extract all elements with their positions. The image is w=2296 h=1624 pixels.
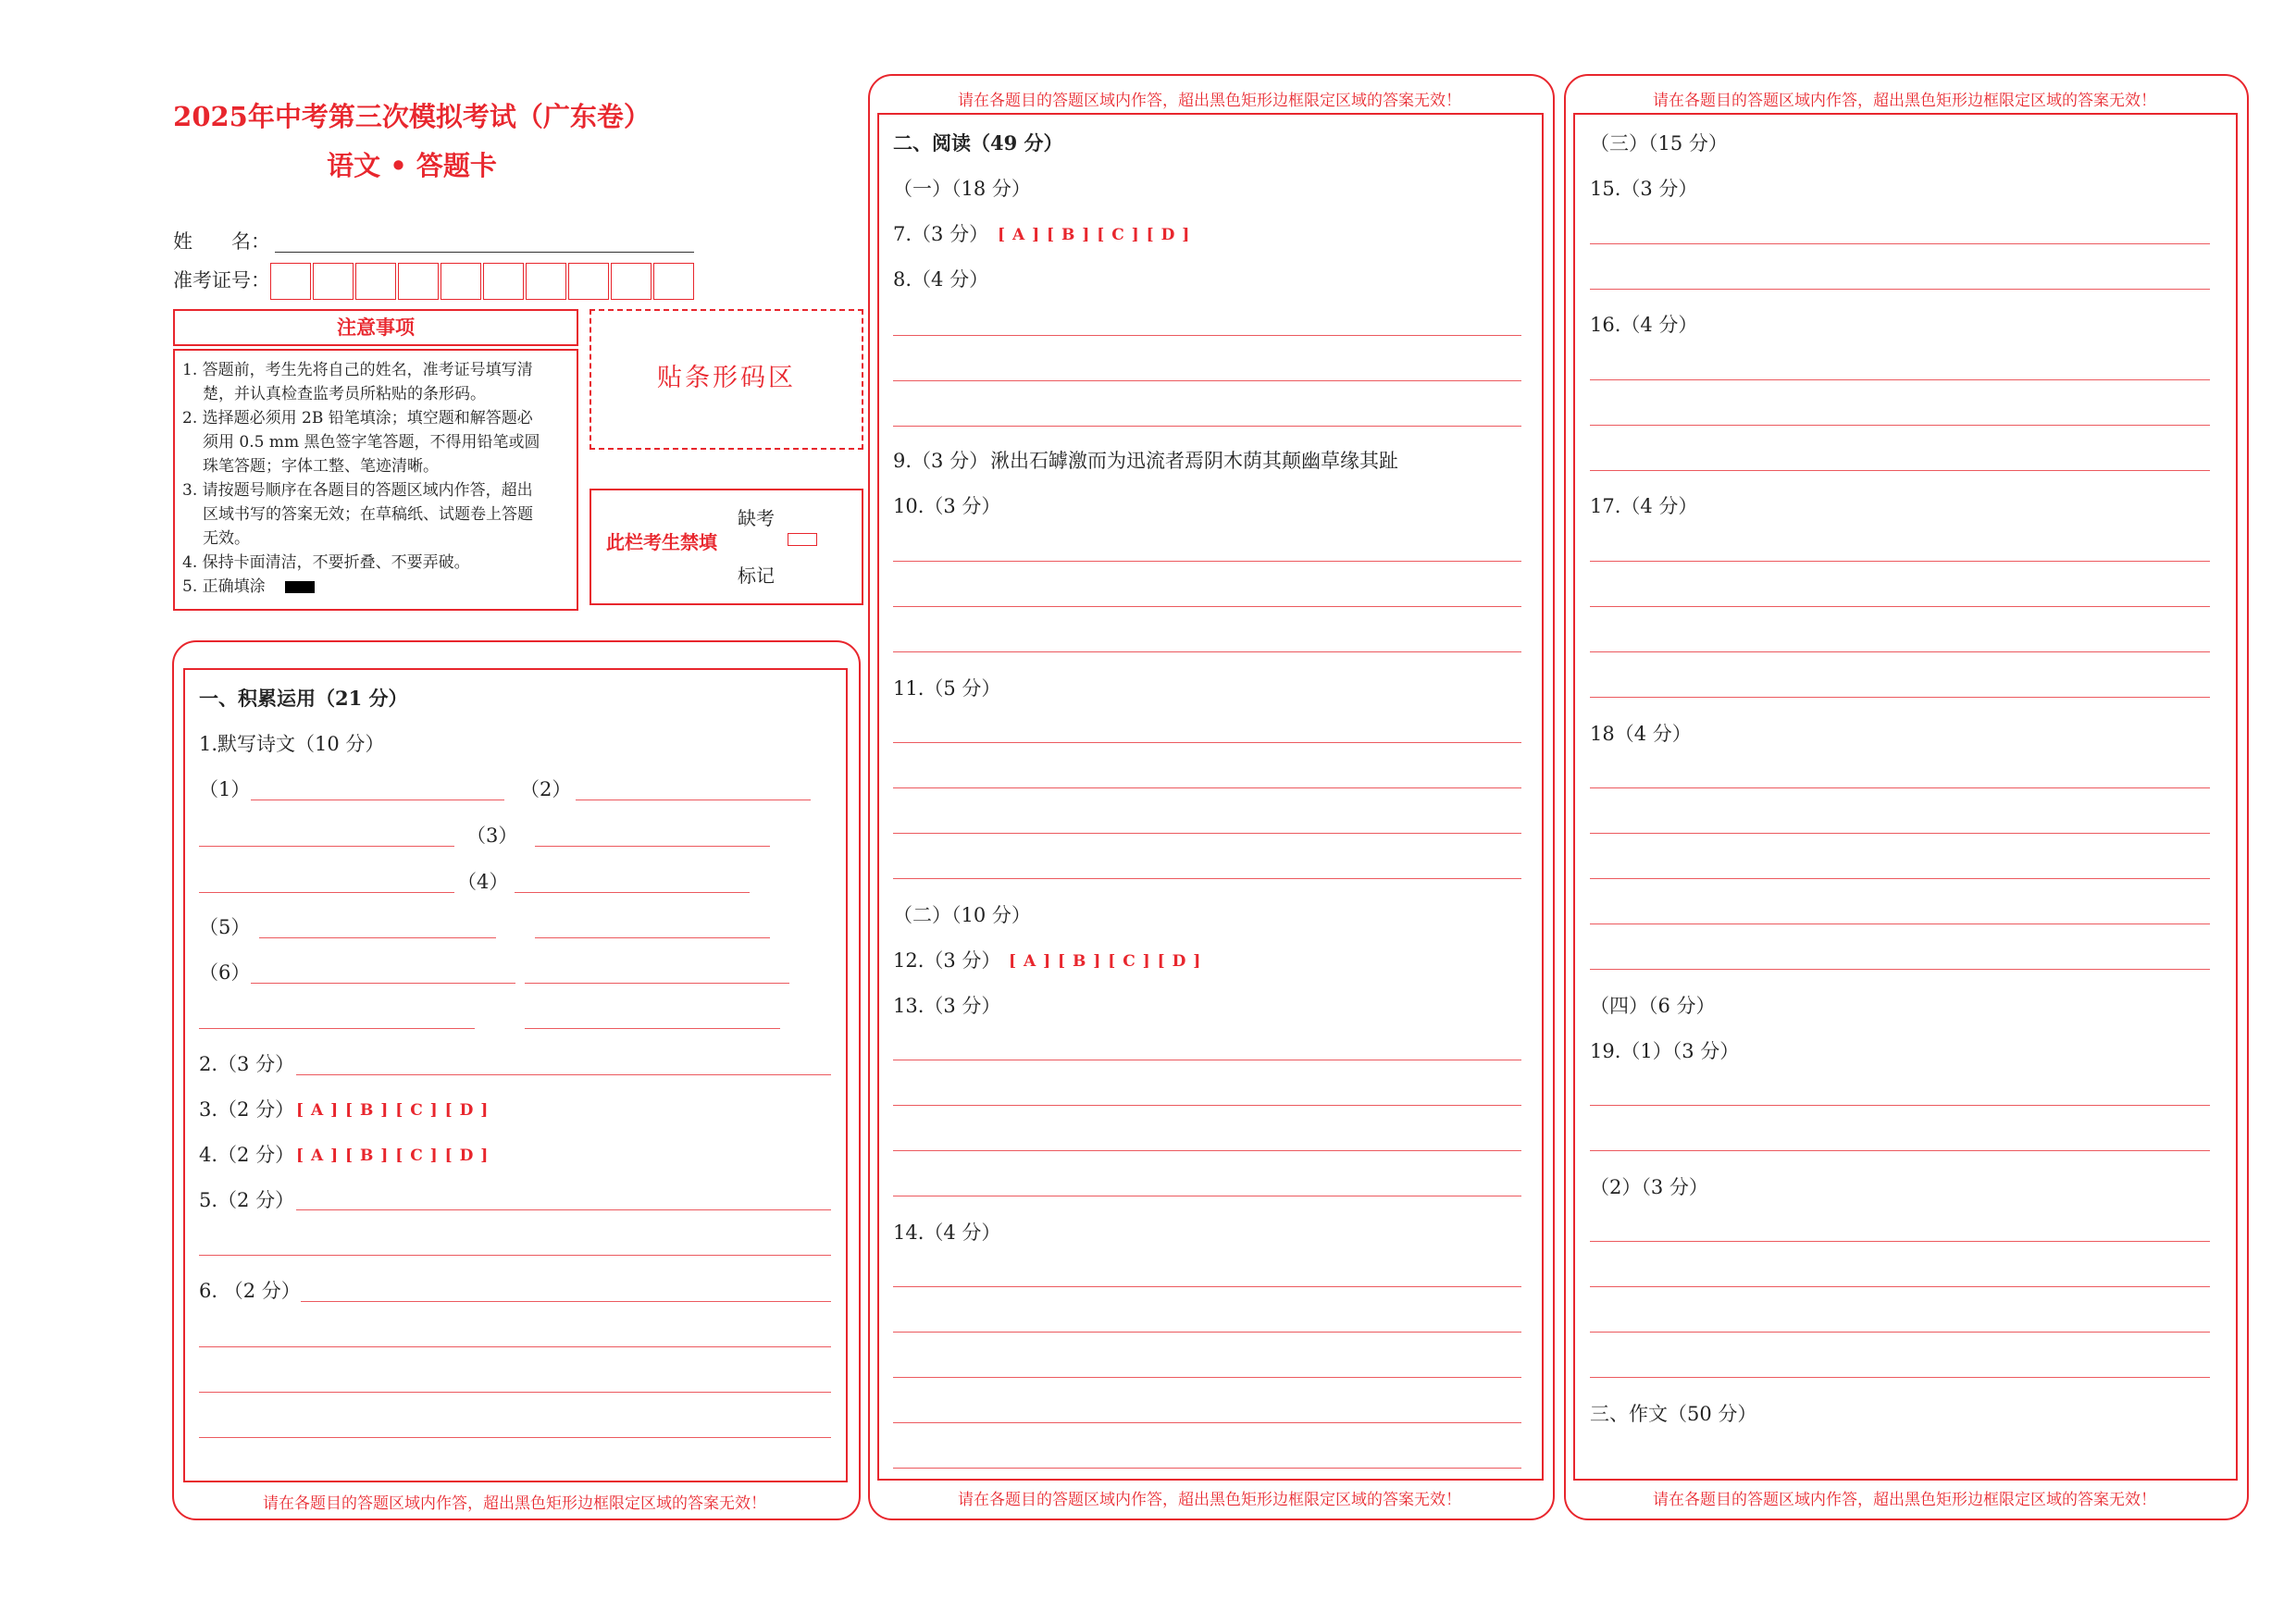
q6-line[interactable] (301, 1301, 831, 1302)
q13-label: 13.（3 分） (893, 995, 1001, 1017)
absent-mark-bottom: 标记 (738, 564, 775, 587)
q15-line[interactable] (1590, 243, 2210, 244)
id-digit-box[interactable] (355, 263, 396, 300)
q8-label: 8.（4 分） (893, 268, 989, 291)
name-field[interactable] (275, 252, 694, 253)
q16-line[interactable] (1590, 470, 2210, 471)
q15-label: 15.（3 分） (1590, 178, 1698, 200)
q8-line[interactable] (893, 426, 1521, 427)
card-subtitle: 语文 • 答题卡 (327, 150, 497, 181)
id-digit-box[interactable] (526, 263, 566, 300)
notice-line: 1. 答题前，考生先将自己的姓名，准考证号填写清 (182, 361, 533, 379)
notice-line: 2. 选择题必须用 2B 铅笔填涂；填空题和解答题必 (182, 409, 533, 428)
q9-sentence: 湫出石罅激而为迅流者焉阴木荫其颠幽草缘其趾 (990, 450, 1398, 472)
id-digit-box[interactable] (568, 263, 609, 300)
q19-line[interactable] (1590, 1105, 2210, 1106)
q1-sub4-label: （4） (457, 871, 509, 893)
q10-label: 10.（3 分） (893, 495, 1001, 517)
q18-line[interactable] (1590, 833, 2210, 834)
q11-line[interactable] (893, 742, 1521, 743)
id-digit-box[interactable] (611, 263, 652, 300)
notice-line: 3. 请按题号顺序在各题目的答题区域内作答，超出 (182, 481, 533, 500)
q11-line[interactable] (893, 787, 1521, 788)
q11-line[interactable] (893, 833, 1521, 834)
composition-label: 三、作文（50 分） (1590, 1403, 1757, 1425)
q1-sub5-label: （5） (199, 916, 251, 938)
q19-line[interactable] (1590, 1241, 2210, 1242)
q6-label: 6. （2 分） (199, 1280, 301, 1302)
q16-label: 16.（4 分） (1590, 314, 1698, 336)
q17-line[interactable] (1590, 651, 2210, 652)
q1-line[interactable] (251, 983, 515, 984)
q1-sub3-label: （3） (466, 824, 518, 847)
middle-top-warning: 请在各题目的答题区域内作答，超出黑色矩形边框限定区域的答案无效！ (958, 92, 1461, 110)
barcode-area (590, 309, 863, 450)
id-digit-box[interactable] (398, 263, 439, 300)
q1-line[interactable] (199, 892, 454, 893)
notice-title: 注意事项 (337, 316, 415, 339)
q10-line[interactable] (893, 651, 1521, 652)
q11-line[interactable] (893, 878, 1521, 879)
q19-line[interactable] (1590, 1332, 2210, 1333)
notice-title-box (173, 309, 578, 346)
q5-line[interactable] (199, 1255, 831, 1256)
q1-sub1-label: （1） (199, 778, 251, 800)
q1-line[interactable] (259, 937, 496, 938)
q17-label: 17.（4 分） (1590, 495, 1698, 517)
q11-label: 11.（5 分） (893, 677, 1001, 700)
q17-line[interactable] (1590, 561, 2210, 562)
q12-label: 12.（3 分） (893, 949, 1001, 972)
notice-line: 4. 保持卡面清洁，不要折叠、不要弄破。 (182, 553, 470, 572)
q5-line[interactable] (296, 1209, 831, 1210)
q1-line[interactable] (535, 846, 770, 847)
id-digit-box[interactable] (270, 263, 311, 300)
id-digit-box[interactable] (313, 263, 354, 300)
notice-line: 无效。 (203, 529, 250, 548)
q14-label: 14.（4 分） (893, 1221, 1001, 1244)
q18-line[interactable] (1590, 969, 2210, 970)
q4-label: 4.（2 分） (199, 1144, 295, 1166)
q10-line[interactable] (893, 606, 1521, 607)
q7-options[interactable]: [ A ] [ B ] [ C ] [ D ] (998, 226, 1191, 244)
q1-line[interactable] (515, 892, 750, 893)
q8-line[interactable] (893, 335, 1521, 336)
fill-example-mark (285, 581, 315, 593)
q9-label: 9.（3 分） (893, 450, 989, 472)
q6-line[interactable] (199, 1392, 831, 1393)
section2-title: 二、阅读（49 分） (893, 131, 1063, 155)
q16-line[interactable] (1590, 425, 2210, 426)
q14-line[interactable] (893, 1377, 1521, 1378)
q1-line[interactable] (199, 1028, 475, 1029)
q2-line[interactable] (296, 1074, 831, 1075)
q1-sub6-label: （6） (199, 961, 251, 984)
q19-line[interactable] (1590, 1377, 2210, 1378)
q4-options[interactable]: [ A ] [ B ] [ C ] [ D ] (296, 1147, 490, 1165)
q1-line[interactable] (535, 937, 770, 938)
notice-line: 珠笔答题；字体工整、笔迹清晰。 (203, 457, 439, 476)
q14-line[interactable] (893, 1468, 1521, 1469)
notice-line: 楚，并认真检查监考员所粘贴的条形码。 (203, 385, 486, 403)
q6-line[interactable] (199, 1346, 831, 1347)
notice-list (182, 358, 540, 599)
q14-line[interactable] (893, 1286, 1521, 1287)
q12-options[interactable]: [ A ] [ B ] [ C ] [ D ] (1009, 952, 1202, 971)
absent-area (590, 489, 863, 605)
right-top-warning: 请在各题目的答题区域内作答，超出黑色矩形边框限定区域的答案无效！ (1653, 92, 2156, 110)
section1-title: 一、积累运用（21 分） (199, 687, 408, 710)
notice-line: 区域书写的答案无效；在草稿纸、试题卷上答题 (203, 505, 533, 524)
q7-label: 7.（3 分） (893, 223, 989, 245)
q2-label: 2.（3 分） (199, 1053, 295, 1075)
notice-box (173, 349, 578, 611)
q1-sub2-label: （2） (520, 778, 572, 800)
id-digit-box[interactable] (483, 263, 524, 300)
q1-line[interactable] (199, 846, 454, 847)
q17-line[interactable] (1590, 697, 2210, 698)
q18-label: 18（4 分） (1590, 723, 1692, 745)
name-label: 姓 名： (173, 230, 270, 253)
q1-line[interactable] (525, 983, 789, 984)
q16-line[interactable] (1590, 379, 2210, 380)
absent-label: 此栏考生禁填 (606, 531, 717, 553)
q19-2-label: （2）（3 分） (1590, 1176, 1708, 1198)
fill-example-label: 5. 正确填涂 (182, 577, 266, 596)
q19-line[interactable] (1590, 1286, 2210, 1287)
q18-line[interactable] (1590, 787, 2210, 788)
q1-label: 1.默写诗文（10 分） (199, 733, 385, 755)
barcode-label: 贴条形码区 (657, 364, 796, 392)
q3-options[interactable]: [ A ] [ B ] [ C ] [ D ] (296, 1101, 490, 1120)
part3-label: （三）（15 分） (1590, 132, 1728, 155)
q13-line[interactable] (893, 1150, 1521, 1151)
id-digit-box[interactable] (653, 263, 694, 300)
q3-label: 3.（2 分） (199, 1098, 295, 1121)
right-bottom-warning: 请在各题目的答题区域内作答，超出黑色矩形边框限定区域的答案无效！ (1653, 1491, 2156, 1509)
q15-line[interactable] (1590, 289, 2210, 290)
left-bottom-warning: 请在各题目的答题区域内作答，超出黑色矩形边框限定区域的答案无效！ (263, 1494, 766, 1513)
part1-label: （一）（18 分） (893, 178, 1031, 200)
q5-label: 5.（2 分） (199, 1189, 295, 1211)
q19-line[interactable] (1590, 1150, 2210, 1151)
absent-mark-top: 缺考 (738, 507, 775, 529)
notice-line: 须用 0.5 mm 黑色签字笔答题，不得用铅笔或圆 (203, 433, 540, 452)
part2-label: （二）（10 分） (893, 904, 1031, 926)
id-label: 准考证号： (173, 269, 270, 291)
q14-line[interactable] (893, 1332, 1521, 1333)
q1-line[interactable] (525, 1028, 780, 1029)
q19-1-label: 19.（1）（3 分） (1590, 1040, 1740, 1062)
id-digit-box[interactable] (441, 263, 481, 300)
middle-answer-box (877, 113, 1544, 1481)
q10-line[interactable] (893, 561, 1521, 562)
card-title: 2025年中考第三次模拟考试（广东卷） (173, 101, 651, 132)
q6-line[interactable] (199, 1437, 831, 1438)
q13-line[interactable] (893, 1105, 1521, 1106)
q8-line[interactable] (893, 380, 1521, 381)
absent-checkbox[interactable] (788, 533, 817, 546)
part4-label: （四）（6 分） (1590, 995, 1716, 1017)
middle-bottom-warning: 请在各题目的答题区域内作答，超出黑色矩形边框限定区域的答案无效！ (958, 1491, 1461, 1509)
q14-line[interactable] (893, 1422, 1521, 1423)
q17-line[interactable] (1590, 606, 2210, 607)
q18-line[interactable] (1590, 878, 2210, 879)
notice-line (182, 575, 540, 599)
